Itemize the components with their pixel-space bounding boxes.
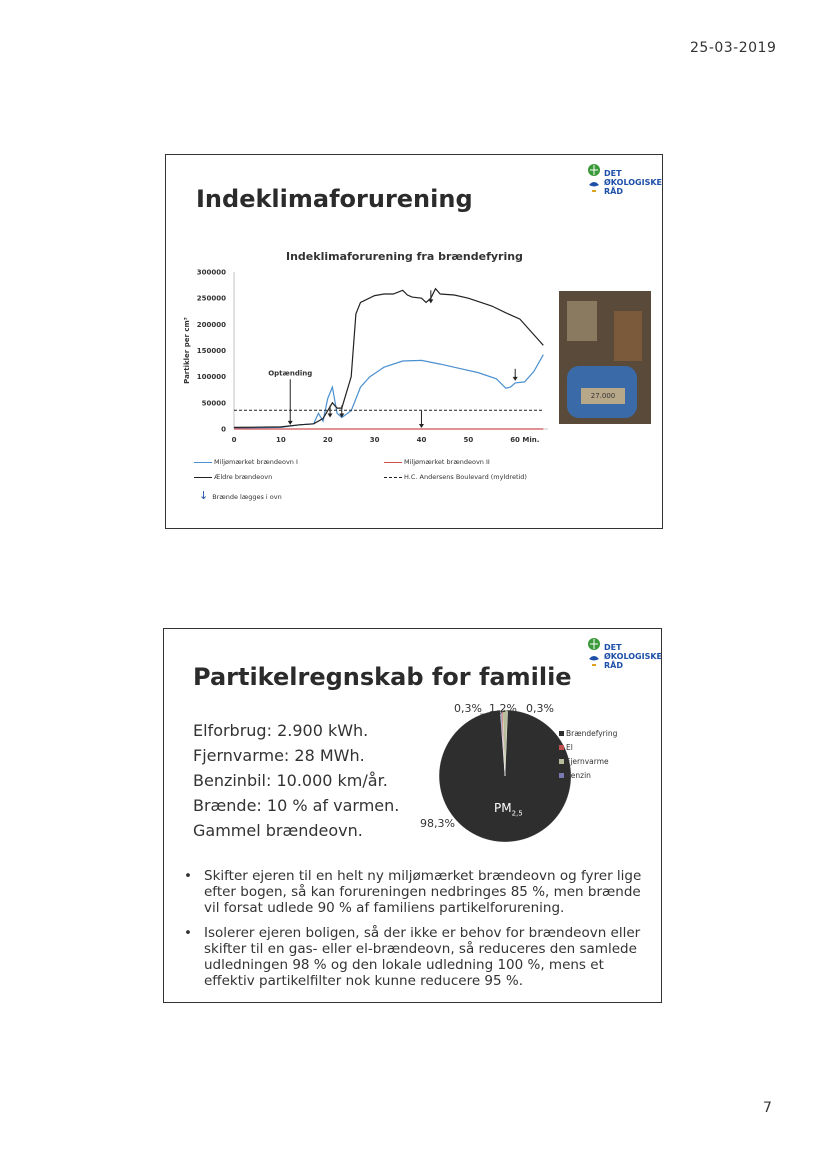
y-tick-label: 300000 bbox=[196, 268, 226, 277]
pie-label: 98,3% bbox=[420, 817, 455, 830]
logo-line-3: RÅD bbox=[604, 661, 623, 670]
arrow-head bbox=[428, 299, 433, 303]
arrow-head bbox=[419, 424, 424, 428]
slide-title: Indeklimaforurening bbox=[196, 185, 473, 213]
pie-label: 0,3% bbox=[454, 702, 482, 715]
pie-legend bbox=[559, 727, 617, 783]
legend-item: Miljømærket brændeovn II bbox=[384, 458, 490, 466]
logo-line-1: DET bbox=[604, 169, 622, 178]
slide-indeklima bbox=[165, 154, 663, 529]
arrow-head bbox=[328, 413, 333, 417]
y-tick-label: 200000 bbox=[196, 320, 226, 329]
fact-item: Benzinbil: 10.000 km/år. bbox=[193, 771, 388, 790]
pie-label: 0,3% bbox=[526, 702, 554, 715]
stove-photo bbox=[559, 291, 651, 424]
legend-item: H.C. Andersens Boulevard (myldretid) bbox=[384, 473, 527, 481]
page-date: 25-03-2019 bbox=[690, 40, 777, 56]
pie-label: 1,2% bbox=[489, 702, 517, 715]
bullet-list bbox=[178, 868, 648, 998]
y-tick-label: 0 bbox=[221, 425, 226, 434]
fact-item: Gammel brændeovn. bbox=[193, 821, 363, 840]
slide-partikelregnskab bbox=[163, 628, 662, 1003]
x-tick-label: 0 bbox=[231, 436, 237, 444]
y-tick-label: 250000 bbox=[196, 294, 226, 303]
y-tick-label: 150000 bbox=[196, 347, 226, 355]
legend-item: Fjernvarme bbox=[559, 755, 617, 769]
x-tick-label: 50 bbox=[463, 436, 474, 444]
arrow-head bbox=[513, 377, 518, 381]
bullet-item: • Isolerer ejeren boligen, så der ikke er behov for brændeovn eller skifter til en gas- eller el-brændeovn, så reduceres den samlede udledningen 98 % og den lokale udledning 100 %, mens et effektiv partikelfilter nok kunne reducere 95 %. bbox=[178, 925, 648, 989]
x-tick-label: 40 bbox=[416, 436, 427, 444]
legend-item: Miljømærket brændeovn I bbox=[194, 458, 298, 466]
chart-title: Indeklimaforurening fra brændefyring bbox=[286, 250, 523, 263]
logo-line-2: ØKOLOGISKE bbox=[604, 178, 663, 187]
y-axis-label: Partikler per cm³ bbox=[183, 317, 191, 384]
legend-item: ↓ Brænde lægges i ovn bbox=[199, 489, 282, 502]
pie-title: $PM_{2,5}$ bbox=[494, 801, 523, 818]
legend-item: Ældre brændeovn bbox=[194, 473, 272, 481]
x-tick-label: 60 Min. bbox=[510, 436, 540, 444]
y-tick-label: 100000 bbox=[196, 373, 226, 382]
fact-item: Brænde: 10 % af varmen. bbox=[193, 796, 400, 815]
annotation-optaending: Optænding bbox=[268, 369, 313, 378]
x-tick-label: 10 bbox=[275, 436, 286, 444]
series-line bbox=[234, 355, 543, 428]
meter-display: 27.000 bbox=[581, 388, 625, 404]
legend-item: Brændefyring bbox=[559, 727, 617, 741]
fact-item: Fjernvarme: 28 MWh. bbox=[193, 746, 365, 765]
legend-item: El bbox=[559, 741, 617, 755]
bullet-item: • Skifter ejeren til en helt ny miljømærket brændeovn og fyrer lige efter bogen, så kan forureningen nedbringes 85 %, men brænde vil forsat udlede 90 % af familiens partikelforurening. bbox=[178, 868, 648, 916]
legend-item: benzin bbox=[559, 769, 617, 783]
series-line bbox=[234, 289, 543, 428]
logo-line-1: DET bbox=[604, 643, 622, 652]
x-tick-label: 30 bbox=[369, 436, 380, 444]
slide-title: Partikelregnskab for familie bbox=[193, 663, 572, 691]
arrow-head bbox=[288, 421, 293, 425]
x-tick-label: 20 bbox=[322, 436, 333, 444]
fact-item: Elforbrug: 2.900 kWh. bbox=[193, 721, 369, 740]
page-number: 7 bbox=[763, 1100, 772, 1116]
logo-line-3: RÅD bbox=[604, 187, 623, 196]
y-tick-label: 50000 bbox=[201, 399, 226, 408]
logo-line-2: ØKOLOGISKE bbox=[604, 652, 663, 661]
